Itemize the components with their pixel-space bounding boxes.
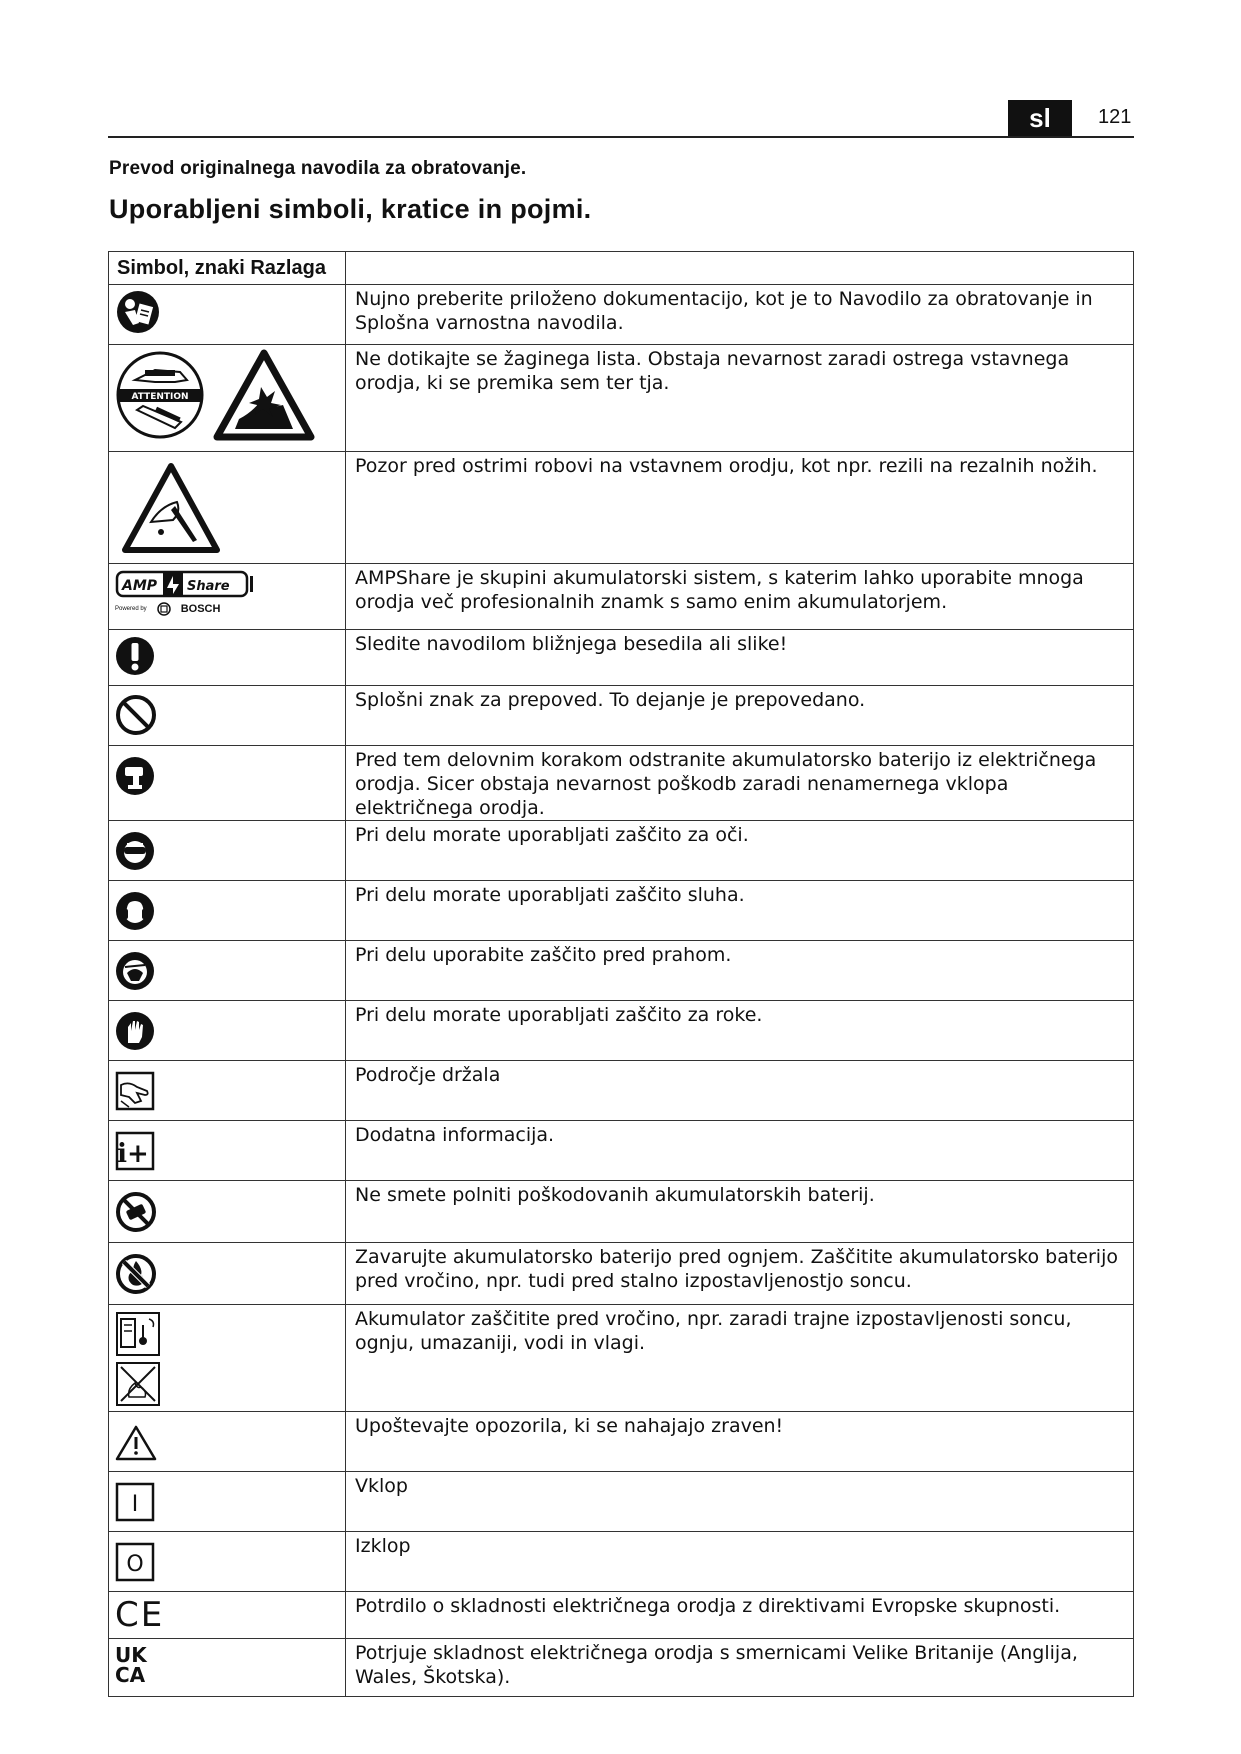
description-cell: Splošni znak za prepoved. To dejanje je prepovedano.: [346, 686, 1134, 746]
description-cell: Pri delu morate uporabljati zaščito za oči.: [346, 821, 1134, 881]
table-row: [109, 1592, 1134, 1639]
description-cell: AMPShare je skupini akumulatorski sistem, s katerim lahko uporabite mnoga orodja več profesionalnih znamk s samo enim akumulatorjem.: [346, 564, 1134, 630]
attention-label: ATTENTION: [131, 392, 189, 402]
description-cell: Nujno preberite priloženo dokumentacijo, kot je to Navodilo za obratovanje in Splošna varnostna navodila.: [346, 285, 1134, 345]
description-cell: Ne smete polniti poškodovanih akumulatorskih baterij.: [346, 1181, 1134, 1243]
description-cell: Pri delu morate uporabljati zaščito za roke.: [346, 1001, 1134, 1061]
description-cell: Vklop: [346, 1472, 1134, 1532]
ce-mark-icon: CE: [115, 1595, 165, 1635]
table-row: [109, 564, 1134, 630]
description-cell: Pred tem delovnim korakom odstranite akumulatorsko baterijo iz električnega orodja. Sicer obstaja nevarnost poškodb zaradi nenamernega vklopa električnega orodja.: [346, 746, 1134, 821]
read-manual-icon: [115, 289, 161, 335]
table-row: [109, 821, 1134, 881]
symbol-cell: [109, 1592, 346, 1639]
table-row: [109, 1121, 1134, 1181]
description-cell: Akumulator zaščitite pred vročino, npr. zaradi trajne izpostavljenosti soncu, ognju, umazaniji, vodi in vlagi.: [346, 1305, 1134, 1412]
symbol-cell: [109, 941, 346, 1001]
table-header-row: [109, 252, 1134, 285]
table-row: [109, 686, 1134, 746]
ukca-bottom: CA: [115, 1663, 146, 1687]
warning-triangle-icon: [115, 1424, 157, 1462]
symbol-cell: [109, 564, 346, 630]
gloves-icon: [115, 1011, 155, 1051]
language-tab: sl: [1008, 100, 1072, 136]
symbol-cell: [109, 630, 346, 686]
description-cell: Pri delu uporabite zaščito pred prahom.: [346, 941, 1134, 1001]
description-cell: Sledite navodilom bližnjega besedila ali slike!: [346, 630, 1134, 686]
description-cell: Pri delu morate uporabljati zaščito sluha.: [346, 881, 1134, 941]
symbol-cell: [109, 345, 346, 452]
table-row: [109, 1305, 1134, 1412]
column-header-empty: [346, 252, 1134, 285]
table-row: [109, 1472, 1134, 1532]
grip-area-icon: [115, 1071, 155, 1111]
ukca-mark-icon: [115, 1645, 339, 1685]
table-row: [109, 1243, 1134, 1305]
symbol-cell: [109, 1121, 346, 1181]
table-row: [109, 1061, 1134, 1121]
symbol-cell: [109, 686, 346, 746]
description-cell: Potrdilo o skladnosti električnega orodja z direktivami Evropske skupnosti.: [346, 1592, 1134, 1639]
description-cell: Pozor pred ostrimi robovi na vstavnem orodju, kot npr. rezili na rezalnih nožih.: [346, 452, 1134, 564]
table-row: [109, 452, 1134, 564]
header-rule: [108, 136, 1134, 138]
ear-protection-icon: [115, 891, 155, 931]
description-cell: Zavarujte akumulatorsko baterijo pred ognjem. Zaščitite akumulatorsko baterijo pred vročino, npr. tudi pred stalno izpostavljenostjo soncu.: [346, 1243, 1134, 1305]
symbol-cell: [109, 881, 346, 941]
symbol-cell: [109, 1001, 346, 1061]
power-on-icon: [115, 1482, 155, 1522]
symbol-cell: [109, 1412, 346, 1472]
table-row: [109, 1639, 1134, 1697]
table-row: [109, 1532, 1134, 1592]
power-off-icon: [115, 1542, 155, 1582]
symbol-cell: [109, 285, 346, 345]
description-cell: Upoštevajte opozorila, ki se nahajajo zraven!: [346, 1412, 1134, 1472]
symbol-cell: [109, 1532, 346, 1592]
page-number: 121: [1098, 106, 1132, 128]
remove-battery-icon: [115, 756, 155, 796]
dust-mask-icon: [115, 951, 155, 991]
ukca-top: UK: [115, 1643, 147, 1667]
powered-by-label: Powered by: [115, 606, 147, 612]
column-header: Simbol, znaki Razlaga: [109, 252, 346, 285]
saw-warning-triangle-icon: [213, 349, 315, 441]
symbol-cell: [109, 1639, 346, 1697]
description-cell: Izklop: [346, 1532, 1134, 1592]
off-symbol: O: [126, 1552, 144, 1577]
symbol-cell: [109, 452, 346, 564]
battery-heat-fire-icon: [115, 1311, 339, 1407]
on-symbol: I: [131, 1492, 139, 1517]
symbol-cell: [109, 1472, 346, 1532]
info-icon: [115, 1131, 155, 1171]
amp-label: AMP: [122, 578, 158, 594]
symbol-cell: [109, 1181, 346, 1243]
symbol-cell: [109, 746, 346, 821]
description-cell: Ne dotikajte se žaginega lista. Obstaja nevarnost zaradi ostrega vstavnega orodja, ki se premika sem ter tja.: [346, 345, 1134, 452]
table-row: [109, 1001, 1134, 1061]
prohibition-icon: [115, 694, 157, 736]
table-row: [109, 746, 1134, 821]
sharp-edges-warning-icon: [121, 462, 221, 554]
symbol-cell: [109, 1061, 346, 1121]
no-damaged-battery-icon: [115, 1191, 157, 1233]
table-row: [109, 345, 1134, 452]
bosch-label: BOSCH: [180, 603, 221, 615]
symbol-cell: [109, 1243, 346, 1305]
description-cell: Dodatna informacija.: [346, 1121, 1134, 1181]
bosch-logo-icon: [157, 602, 171, 616]
document-subtitle: Prevod originalnega navodila za obratovanje.: [109, 158, 527, 179]
table-row: [109, 941, 1134, 1001]
document-title: Uporabljeni simboli, kratice in pojmi.: [109, 194, 592, 224]
description-cell: Področje držala: [346, 1061, 1134, 1121]
table-row: [109, 285, 1134, 345]
share-label: Share: [187, 579, 230, 594]
eye-protection-icon: [115, 831, 155, 871]
exclamation-icon: [115, 636, 155, 676]
table-row: [109, 1412, 1134, 1472]
description-cell: Potrjuje skladnost električnega orodja s smernicami Velike Britanije (Anglija, Wales, Škotska).: [346, 1639, 1134, 1697]
symbol-cell: [109, 821, 346, 881]
ampshare-logo-icon: [115, 568, 255, 616]
symbols-table: [108, 251, 1134, 1697]
table-row: [109, 630, 1134, 686]
info-symbol: i+: [117, 1139, 149, 1169]
saw-blade-attention-icon: [115, 350, 205, 440]
table-row: [109, 881, 1134, 941]
symbol-cell: [109, 1305, 346, 1412]
no-fire-icon: [115, 1253, 157, 1295]
table-row: [109, 1181, 1134, 1243]
